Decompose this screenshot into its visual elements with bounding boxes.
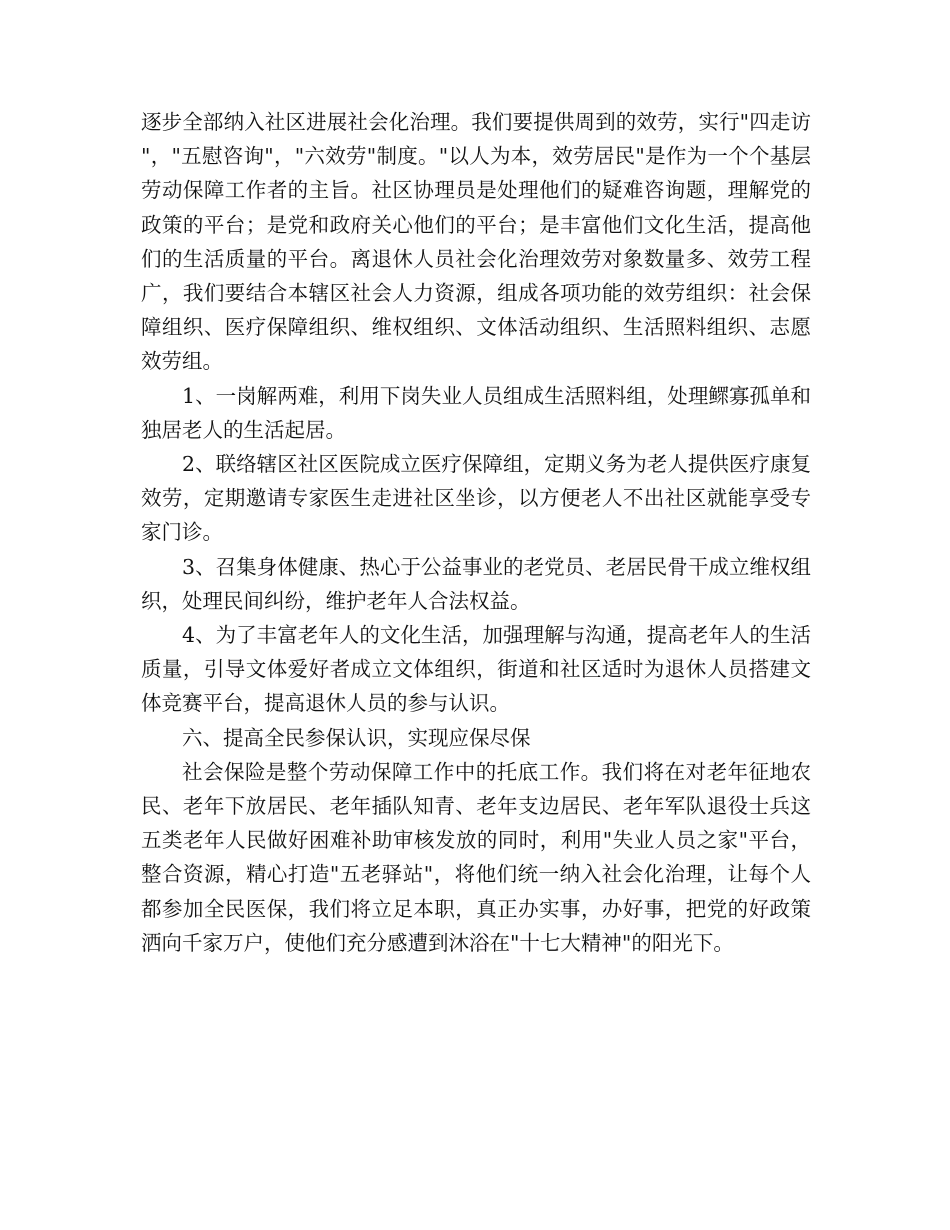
section-heading: 六、提高全民参保认识，实现应保尽保 [182,725,531,750]
paragraph-3: 2、联络辖区社区医院成立医疗保障组，定期义务为老人提供医疗康复效劳，定期邀请专家医生走进社区坐诊，以方便老人不出社区就能享受专家门诊。 [141,452,811,545]
document-body [141,105,811,960]
paragraph-4: 3、召集身体健康、热心于公益事业的老党员、老居民骨干成立维权组织，处理民间纠纷，维护老年人合法权益。 [141,554,811,613]
paragraph-7: 社会保险是整个劳动保障工作中的托底工作。我们将在对老年征地农民、老年下放居民、老年插队知青、老年支边居民、老年军队退役士兵这五类老年人民做好困难补助审核发放的同时，利用"失业人员之家"平台，整合资源，精心打造"五老驿站"，将他们统一纳入社会化治理，让每个人都参加全民医保，我们将立足本职，真正办实事，办好事，把党的好政策洒向千家万户，使他们充分感遭到沐浴在"十七大精神"的阳光下。 [141,759,811,955]
paragraph-2: 1、一岗解两难，利用下岗失业人员组成生活照料组，处理鳏寡孤单和独居老人的生活起居。 [141,383,811,442]
paragraph-5: 4、为了丰富老年人的文化生活，加强理解与沟通，提高老年人的生活质量，引导文体爱好者成立文体组织，街道和社区适时为退休人员搭建文体竞赛平台，提高退休人员的参与认识。 [141,623,811,716]
paragraph-1: 逐步全部纳入社区进展社会化治理。我们要提供周到的效劳，实行"四走访"，"五慰咨询"，"六效劳"制度。"以人为本，效劳居民"是作为一个个基层劳动保障工作者的主旨。社区协理员是处理他们的疑难咨询题，理解党的政策的平台；是党和政府关心他们的平台；是丰富他们文化生活，提高他们的生活质量的平台。离退休人员社会化治理效劳对象数量多、效劳工程广，我们要结合本辖区社会人力资源，组成各项功能的效劳组织：社会保障组织、医疗保障组织、维权组织、文体活动组织、生活照料组织、志愿效劳组。 [141,110,811,374]
